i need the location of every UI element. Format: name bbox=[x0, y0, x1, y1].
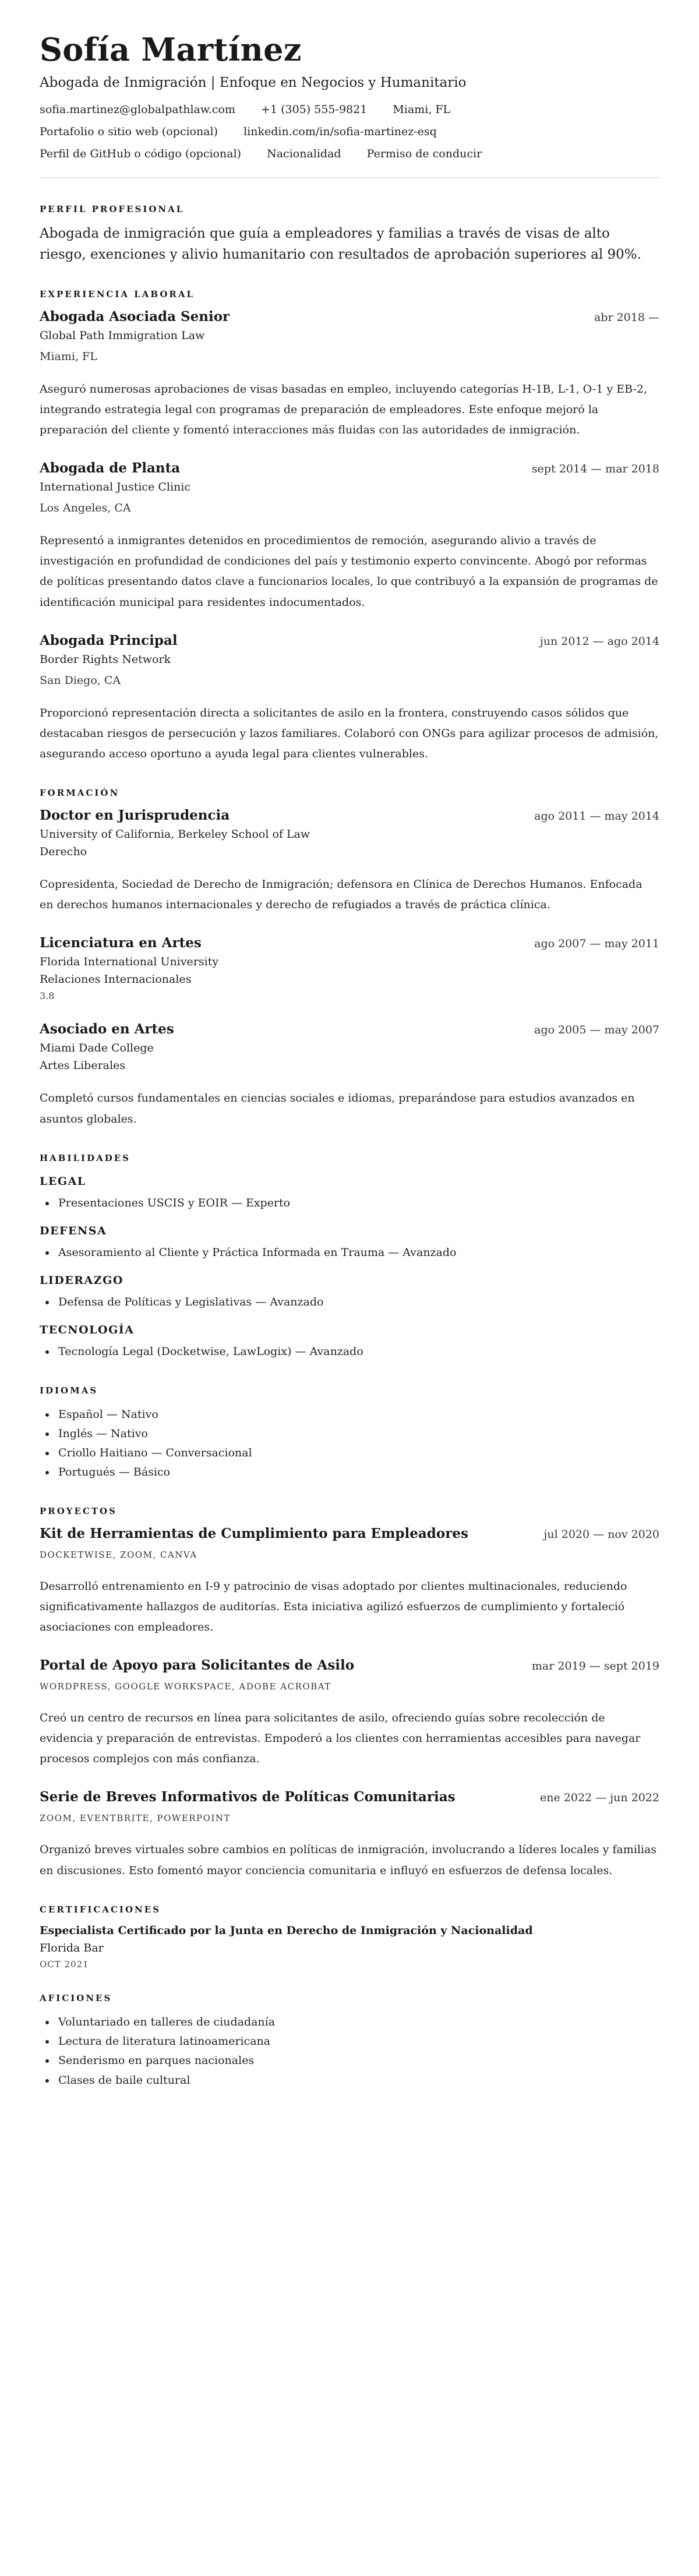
skill-category bbox=[40, 1324, 659, 1361]
candidate-headline: Abogada de Inmigración | Enfoque en Negocios y Humanitario bbox=[40, 75, 467, 91]
contact-row-extra bbox=[40, 147, 659, 160]
contact-nationality: Nacionalidad bbox=[267, 147, 341, 161]
skill-item: • Presentaciones USCIS y EOIR — Experto bbox=[56, 1194, 659, 1213]
project-title: Serie de Breves Informativos de Políticas Comunitarias bbox=[40, 1789, 456, 1805]
school-name: Miami Dade College bbox=[40, 1042, 154, 1055]
skill-category-name: TECNOLOGÍA bbox=[40, 1324, 135, 1337]
skill-category-name: LEGAL bbox=[40, 1174, 86, 1188]
project-entry bbox=[40, 1657, 659, 1769]
project-technologies: WORDPRESS, GOOGLE WORKSPACE, ADOBE ACROBAT bbox=[40, 1681, 331, 1692]
languages-section bbox=[40, 1385, 659, 1483]
project-technologies: DOCKETWISE, ZOOM, CANVA bbox=[40, 1549, 197, 1560]
education-description: Copresidenta, Sociedad de Derecho de Inmigración; defensora en Clínica de Derechos Humanos. Enfocada en derechos humanos internacionales y derecho de refugiados a través de práctica clínica. bbox=[40, 878, 642, 912]
skill-item: • Tecnología Legal (Docketwise, LawLogix) — Avanzado bbox=[56, 1342, 659, 1361]
degree-dates: ago 2005 — may 2007 bbox=[534, 1024, 659, 1037]
certifications-section bbox=[40, 1904, 659, 1970]
job-title: Abogada Asociada Senior bbox=[40, 308, 230, 324]
certifications-heading: CERTIFICACIONES bbox=[40, 1904, 161, 1915]
job-dates: jun 2012 — ago 2014 bbox=[539, 634, 659, 648]
certification-date: OCT 2021 bbox=[40, 1959, 89, 1970]
candidate-name: Sofía Martínez bbox=[40, 31, 302, 68]
contact-portfolio[interactable]: Portafolio o sitio web (opcional) bbox=[40, 125, 218, 139]
job-location: Miami, FL bbox=[40, 350, 97, 363]
project-title: Portal de Apoyo para Solicitantes de Asilo bbox=[40, 1657, 355, 1674]
certification-entry bbox=[40, 1924, 659, 1970]
job-location: Los Angeles, CA bbox=[40, 502, 131, 515]
skills-section bbox=[40, 1153, 659, 1362]
project-description: Organizó breves virtuales sobre cambios en políticas de inmigración, involucrando a líderes locales y familias en discusiones. Esto fomentó mayor conciencia comunitaria e influyó en esfuerzos de defensa locales. bbox=[40, 1843, 657, 1877]
experience-section bbox=[40, 289, 659, 764]
project-dates: mar 2019 — sept 2019 bbox=[531, 1660, 659, 1673]
education-entry bbox=[40, 1021, 659, 1129]
degree-title: Asociado en Artes bbox=[40, 1021, 174, 1038]
language-item: • Portugués — Básico bbox=[56, 1463, 659, 1482]
skill-category bbox=[40, 1274, 659, 1312]
hobby-item: • Senderismo en parques nacionales bbox=[56, 2051, 659, 2070]
profile-section bbox=[40, 204, 659, 265]
profile-heading: PERFIL PROFESIONAL bbox=[40, 204, 185, 215]
language-item: • Español — Nativo bbox=[56, 1405, 659, 1424]
skill-category bbox=[40, 1175, 659, 1213]
hobby-item: • Clases de baile cultural bbox=[56, 2071, 659, 2090]
project-entry bbox=[40, 1526, 659, 1638]
contact-phone[interactable]: +1 (305) 555-9821 bbox=[261, 103, 368, 117]
contact-row-links bbox=[40, 125, 659, 138]
job-dates: abr 2018 — bbox=[594, 310, 659, 324]
job-employer: International Justice Clinic bbox=[40, 481, 190, 494]
language-item: • Inglés — Nativo bbox=[56, 1424, 659, 1444]
job-dates: sept 2014 — mar 2018 bbox=[531, 463, 659, 476]
projects-heading: PROYECTOS bbox=[40, 1505, 117, 1516]
education-heading: FORMACIÓN bbox=[40, 788, 120, 799]
contact-github[interactable]: Perfil de GitHub o código (opcional) bbox=[40, 147, 242, 161]
education-entry bbox=[40, 807, 659, 915]
degree-dates: ago 2011 — may 2014 bbox=[534, 810, 659, 823]
contact-linkedin[interactable]: linkedin.com/in/sofia-martinez-esq bbox=[243, 125, 437, 139]
school-name: University of California, Berkeley School of Law bbox=[40, 828, 310, 841]
job-employer: Border Rights Network bbox=[40, 652, 171, 666]
degree-title: Doctor en Jurisprudencia bbox=[40, 807, 230, 824]
project-entry bbox=[40, 1789, 659, 1880]
skill-category-name: DEFENSA bbox=[40, 1224, 107, 1237]
field-of-study: Derecho bbox=[40, 845, 87, 859]
job-employer: Global Path Immigration Law bbox=[40, 329, 205, 342]
school-name: Florida International University bbox=[40, 955, 219, 969]
certification-title: Especialista Certificado por la Junta en Derecho de Inmigración y Nacionalidad bbox=[40, 1924, 533, 1937]
experience-entry bbox=[40, 633, 659, 764]
experience-entry bbox=[40, 460, 659, 613]
job-location: San Diego, CA bbox=[40, 673, 121, 687]
experience-heading: EXPERIENCIA LABORAL bbox=[40, 288, 195, 299]
job-description: Representó a inmigrantes detenidos en procedimientos de remoción, asegurando alivio a través de investigación en profundidad de condiciones del país y testimonio experto convincente. Abogó por reformas de políticas presentando datos clave a funcionarios locales, lo que contribuyó a la expansión de programas de identificación municipal para residentes indocumentados. bbox=[40, 534, 658, 609]
experience-entry bbox=[40, 309, 659, 440]
hobbies-section bbox=[40, 1993, 659, 2090]
skill-category bbox=[40, 1225, 659, 1262]
job-description: Aseguró numerosas aprobaciones de visas basadas en empleo, incluyendo categorías H-1B, L-1, O-1 y EB-2, integrando estrategia legal con programas de preparación de empleadores. Este enfoque mejoró la preparación del cliente y fomentó interacciones más fluidas con las autoridades de inmigración. bbox=[40, 382, 647, 436]
degree-dates: ago 2007 — may 2011 bbox=[534, 937, 659, 951]
hobby-item: • Voluntariado en talleres de ciudadanía bbox=[56, 2013, 659, 2032]
job-title: Abogada de Planta bbox=[40, 460, 181, 477]
contact-row-primary bbox=[40, 103, 659, 116]
skills-heading: HABILIDADES bbox=[40, 1152, 130, 1163]
skill-category-name: LIDERAZGO bbox=[40, 1274, 123, 1287]
language-item: • Criollo Haitiano — Conversacional bbox=[56, 1444, 659, 1463]
project-title: Kit de Herramientas de Cumplimiento para Empleadores bbox=[40, 1525, 468, 1541]
field-of-study: Relaciones Internacionales bbox=[40, 973, 192, 986]
project-dates: jul 2020 — nov 2020 bbox=[543, 1527, 659, 1541]
project-description: Desarrolló entrenamiento en I-9 y patrocinio de visas adoptado por clientes multinacionales, reduciendo significativamente hallazgos de auditorías. Esta iniciativa agilizó esfuerzos de cumplimiento y fortaleció asociaciones con empleadores. bbox=[40, 1579, 627, 1633]
resume-header bbox=[40, 33, 659, 160]
job-description: Proporcionó representación directa a solicitantes de asilo en la frontera, construyendo casos sólidos que destacaban riesgos de persecución y lazos familiares. Colaboró con ONGs para agilizar procesos de admisión, asegurando acceso oportuno a ayuda legal para clientes vulnerables. bbox=[40, 706, 659, 760]
languages-heading: IDIOMAS bbox=[40, 1385, 98, 1396]
job-title: Abogada Principal bbox=[40, 632, 178, 648]
degree-title: Licenciatura en Artes bbox=[40, 935, 202, 951]
contact-driving-license: Permiso de conducir bbox=[366, 147, 482, 161]
hobbies-heading: AFICIONES bbox=[40, 1992, 112, 2003]
skill-item: • Defensa de Políticas y Legislativas — Avanzado bbox=[56, 1293, 659, 1312]
hobby-item: • Lectura de literatura latinoamericana bbox=[56, 2032, 659, 2051]
skill-item: • Asesoramiento al Cliente y Práctica Informada en Trauma — Avanzado bbox=[56, 1243, 659, 1262]
profile-summary: Abogada de inmigración que guía a empleadores y familias a través de visas de alto riesgo, exenciones y alivio humanitario con resultados de aprobación superiores al 90%. bbox=[40, 226, 641, 263]
certification-issuer: Florida Bar bbox=[40, 1941, 104, 1954]
grade-value: 3.8 bbox=[40, 990, 55, 1002]
projects-section bbox=[40, 1506, 659, 1881]
contact-location: Miami, FL bbox=[393, 103, 451, 117]
project-technologies: ZOOM, EVENTBRITE, POWERPOINT bbox=[40, 1813, 231, 1824]
contact-email[interactable]: sofia.martinez@globalpathlaw.com bbox=[40, 103, 236, 117]
education-entry bbox=[40, 935, 659, 1001]
education-description: Completó cursos fundamentales en ciencias sociales e idiomas, preparándose para estudios avanzados en asuntos globales. bbox=[40, 1092, 635, 1125]
project-dates: ene 2022 — jun 2022 bbox=[540, 1791, 659, 1805]
project-description: Creó un centro de recursos en línea para solicitantes de asilo, ofreciendo guías sobre recolección de evidencia y preparación de entrevistas. Empoderó a los clientes con herramientas accesibles para navegar procesos complejos con más confianza. bbox=[40, 1712, 641, 1766]
field-of-study: Artes Liberales bbox=[40, 1059, 126, 1072]
education-section bbox=[40, 788, 659, 1130]
